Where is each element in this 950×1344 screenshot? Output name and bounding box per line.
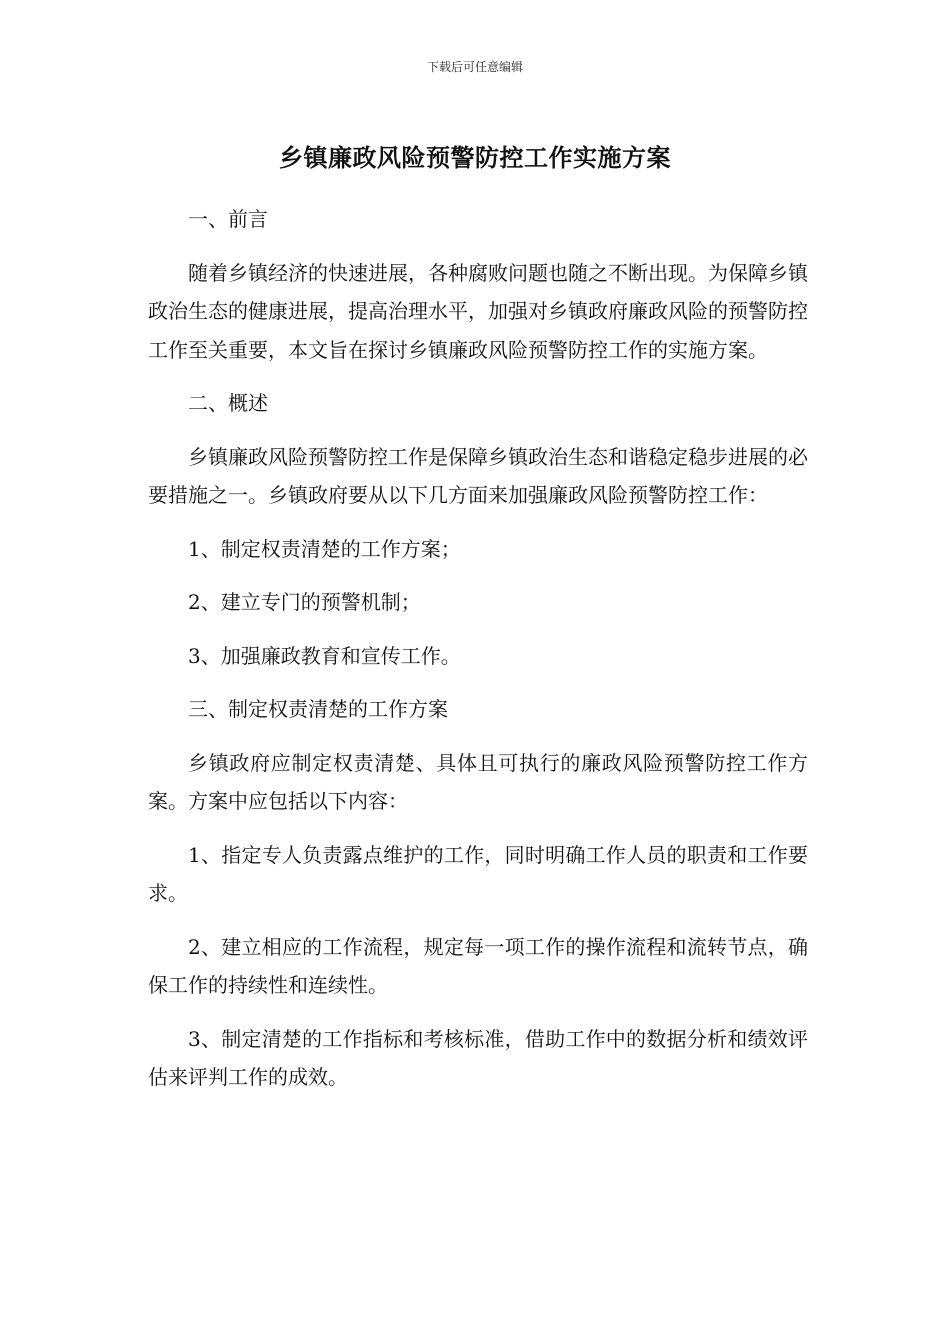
section-heading-plan: 三、制定权责清楚的工作方案 bbox=[188, 697, 448, 721]
section-heading-overview: 二、概述 bbox=[188, 391, 268, 415]
list-item-overview-1: 1、制定权责清楚的工作方案； bbox=[188, 536, 461, 561]
paragraph-overview: 乡镇廉政风险预警防控工作是保障乡镇政治生态和谐稳定稳步进展的必要措施之一。乡镇政府要从以下几方面来加强廉政风险预警防控工作： bbox=[148, 444, 808, 507]
header-note: 下载后可任意编辑 bbox=[426, 60, 523, 74]
list-item-plan-2: 2、建立相应的工作流程，规定每一项工作的操作流程和流转节点，确保工作的持续性和连续性。 bbox=[148, 934, 808, 997]
paragraph-plan: 乡镇政府应制定权责清楚、具体且可执行的廉政风险预警防控工作方案。方案中应包括以下内容： bbox=[148, 750, 808, 813]
document-body bbox=[148, 200, 808, 1112]
section-heading-preface: 一、前言 bbox=[188, 207, 268, 231]
list-item-overview-3: 3、加强廉政教育和宣传工作。 bbox=[188, 643, 461, 668]
paragraph-preface: 随着乡镇经济的快速进展，各种腐败问题也随之不断出现。为保障乡镇政治生态的健康进展，提高治理水平，加强对乡镇政府廉政风险的预警防控工作至关重要，本文旨在探讨乡镇廉政风险预警防控工作的实施方案。 bbox=[148, 260, 808, 362]
list-item-overview-2: 2、建立专门的预警机制； bbox=[188, 590, 421, 614]
list-item-plan-1: 1、指定专人负责露点维护的工作，同时明确工作人员的职责和工作要求。 bbox=[148, 842, 808, 905]
list-item-plan-3: 3、制定清楚的工作指标和考核标准，借助工作中的数据分析和绩效评估来评判工作的成效。 bbox=[148, 1026, 808, 1089]
document-title: 乡镇廉政风险预警防控工作实施方案 bbox=[279, 144, 671, 172]
